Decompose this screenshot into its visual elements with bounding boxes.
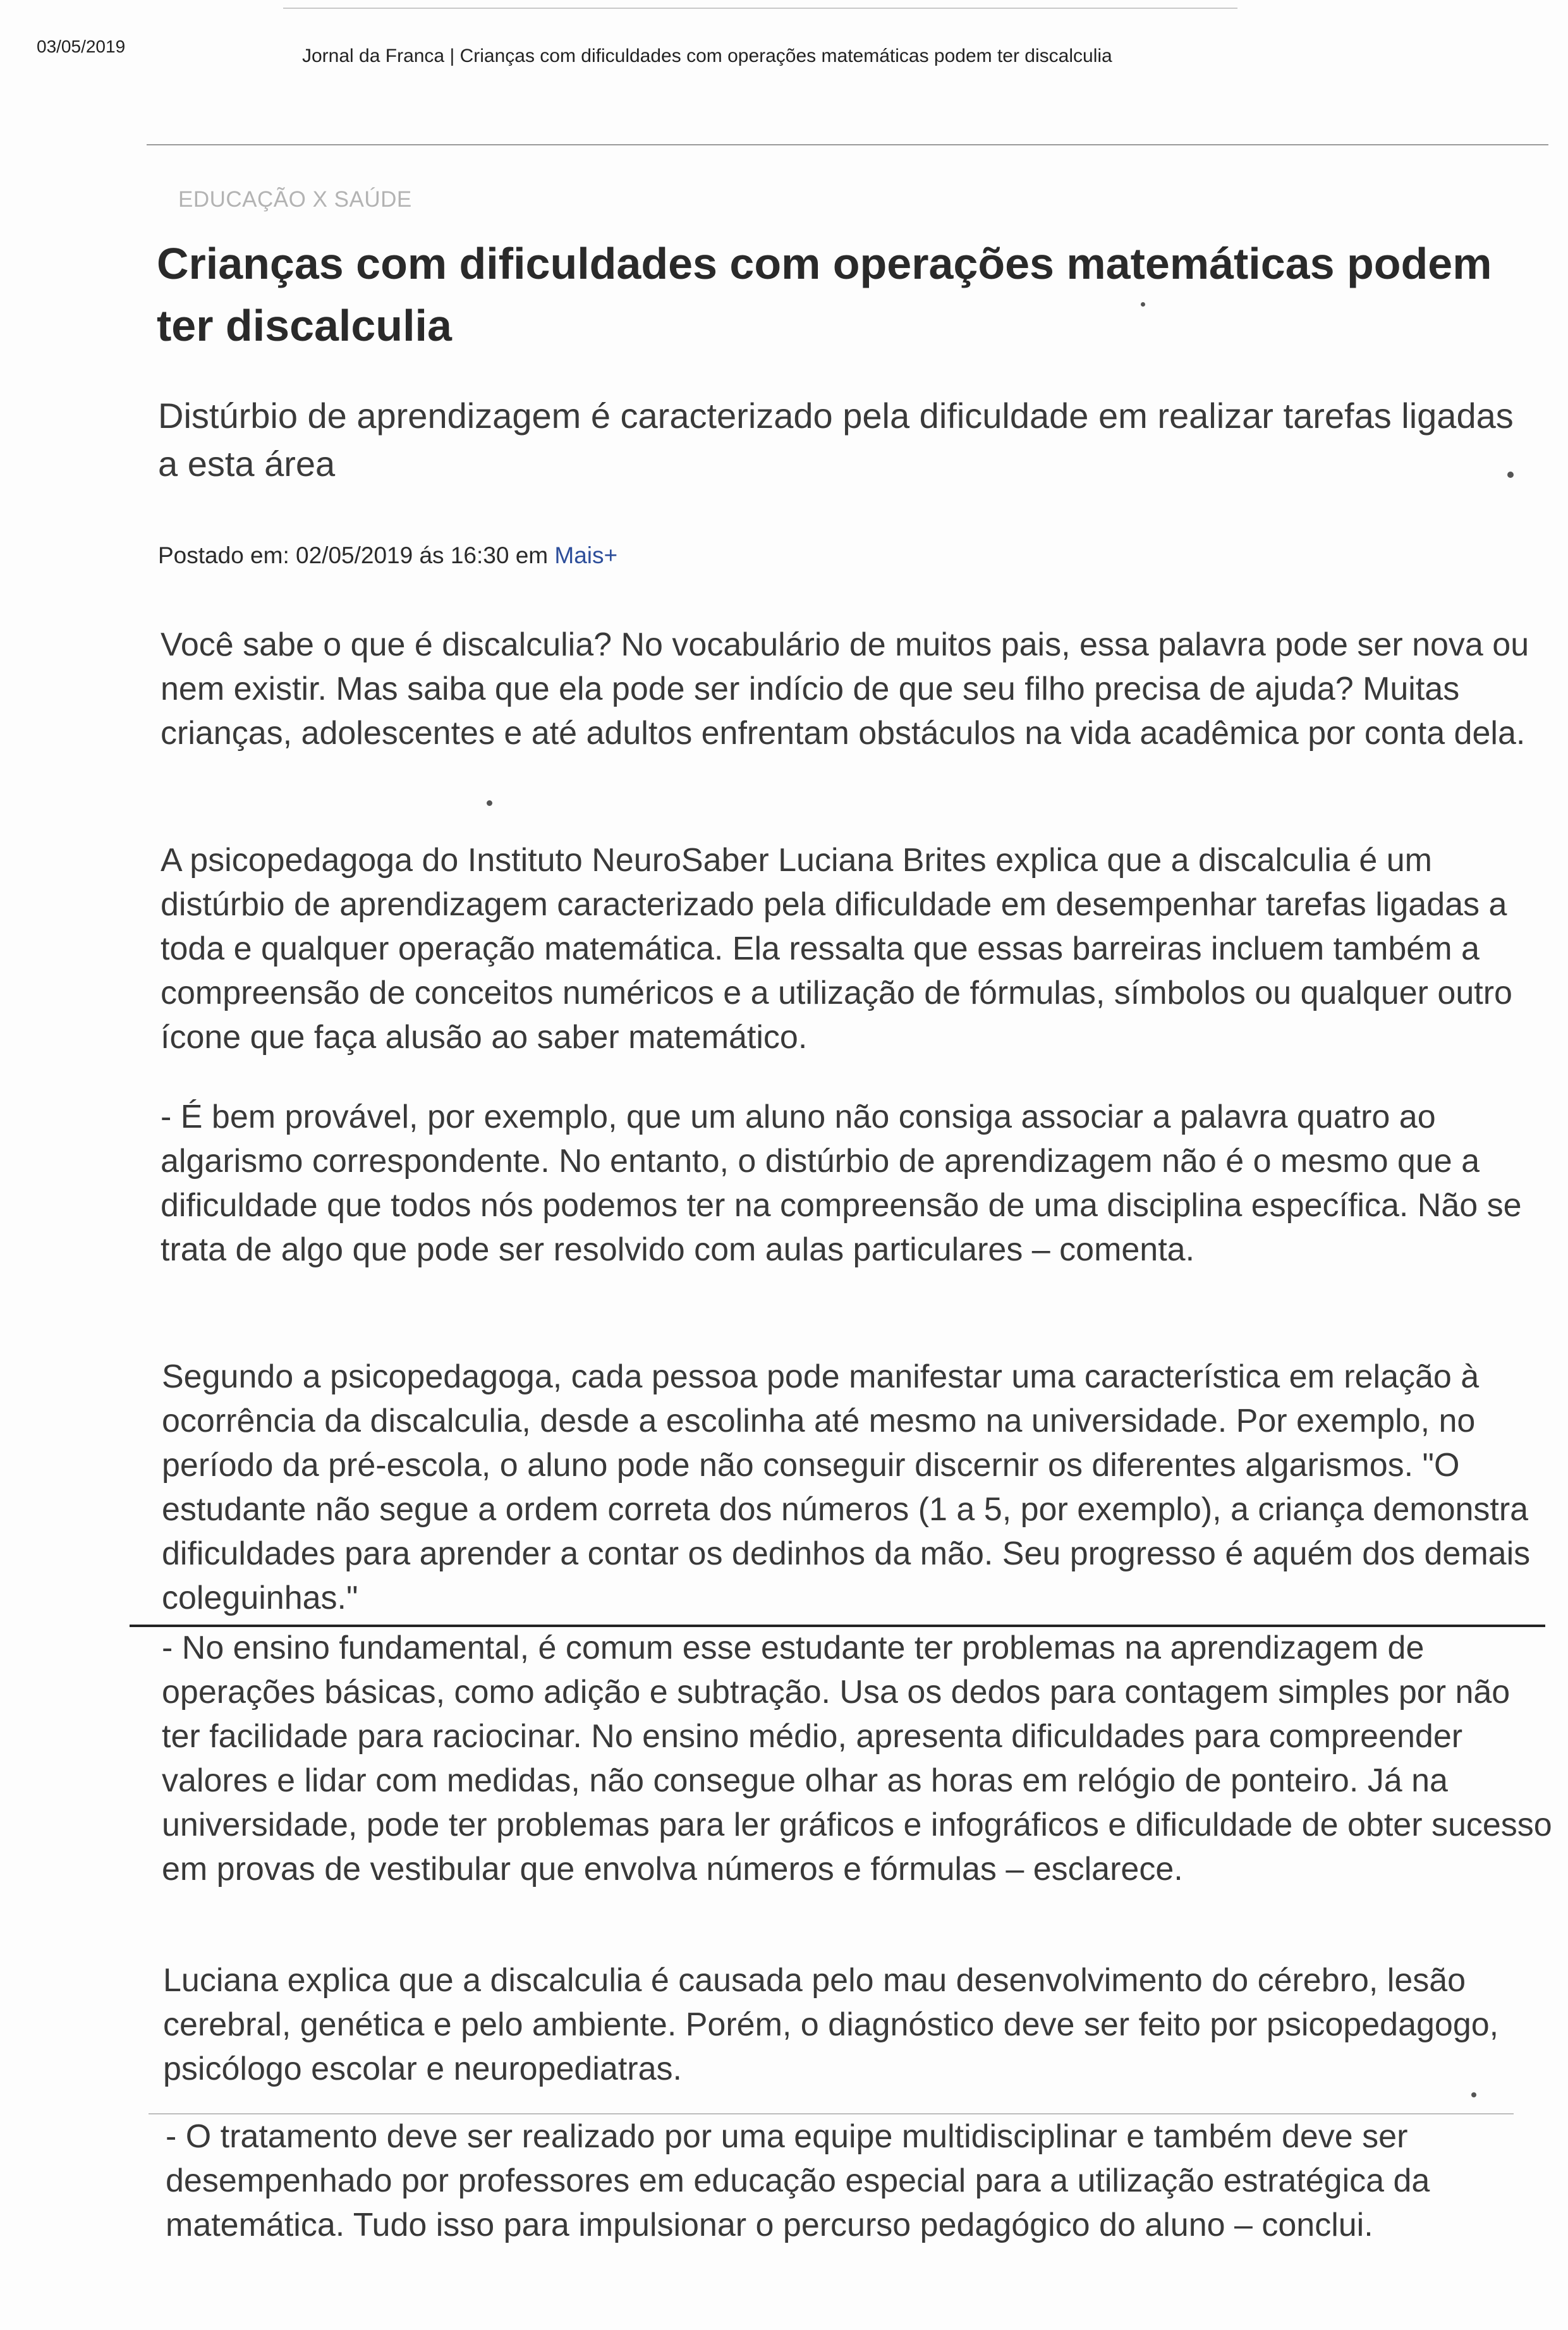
byline-date: Postado em: 02/05/2019 ás 16:30 em: [158, 542, 555, 568]
article-title: Crianças com dificuldades com operações matemáticas podem ter discalculia: [157, 239, 1492, 350]
scan-speck: [1141, 302, 1145, 307]
article-byline: [158, 542, 617, 569]
top-scan-rule: [283, 8, 1237, 9]
article-subtitle: Distúrbio de aprendizagem é caracterizado pela dificuldade em realizar tarefas ligadas a esta área: [158, 396, 1514, 484]
article-paragraph: Você sabe o que é discalculia? No vocabulário de muitos pais, essa palavra pode ser nova ou nem existir. Mas saiba que ela pode ser indício de que seu filho precisa de ajuda? Muitas crianças, adolescentes e até adultos enfrentam obstáculos na vida acadêmica por conta dela.: [161, 626, 1529, 752]
print-header: Jornal da Franca | Crianças com dificuldades com operações matemáticas podem ter discalculia: [302, 46, 1112, 66]
article-category[interactable]: EDUCAÇÃO X SAÚDE: [178, 187, 412, 212]
print-date: 03/05/2019: [37, 37, 126, 56]
article-paragraph: - O tratamento deve ser realizado por uma equipe multidisciplinar e também deve ser desempenhado por professores em educação especial para a utilização estratégica da matemática. Tudo isso para impulsionar o percurso pedagógico do aluno – conclui.: [166, 2118, 1430, 2243]
byline-section-link[interactable]: Mais+: [554, 542, 618, 568]
scan-speck: [487, 800, 492, 806]
article-paragraph: Luciana explica que a discalculia é causada pelo mau desenvolvimento do cérebro, lesão cerebral, genética e pelo ambiente. Porém, o diagnóstico deve ser feito por psicopedagogo, psicólogo escolar e neuropediatras.: [163, 1962, 1499, 2087]
scan-speck: [1507, 472, 1514, 478]
article-paragraph: Segundo a psicopedagoga, cada pessoa pode manifestar uma característica em relação à ocorrência da discalculia, desde a escolinha até mesmo na universidade. Por exemplo, no período da pré-escola, o aluno pode não conseguir discernir os diferentes algarismos. "O estudante não segue a ordem correta dos números (1 a 5, por exemplo), a criança demonstra dificuldades para aprender a contar os dedinhos da mão. Seu progresso é aquém dos demais coleguinhas.": [162, 1358, 1531, 1616]
article-paragraph: A psicopedagoga do Instituto NeuroSaber Luciana Brites explica que a discalculia é um distúrbio de aprendizagem caracterizado pela dificuldade em desempenhar tarefas ligadas a toda e qualquer operação matemática. Ela ressalta que essas barreiras incluem também a compreensão de conceitos numéricos e a utilização de fórmulas, símbolos ou qualquer outro ícone que faça alusão ao saber matemático.: [161, 842, 1512, 1056]
header-divider: [147, 144, 1548, 145]
article-paragraph: - No ensino fundamental, é comum esse estudante ter problemas na aprendizagem de operações básicas, como adição e subtração. Usa os dedos para contagem simples por não ter facilidade para raciocinar. No ensino médio, apresenta dificuldades para compreender valores e lidar com medidas, não consegue olhar as horas em relógio de ponteiro. Já na universidade, pode ter problemas para ler gráficos e infográficos e dificuldade de obter sucesso em provas de vestibular que envolva números e fórmulas – esclarece.: [162, 1630, 1552, 1888]
scan-speck: [1471, 2092, 1476, 2097]
article-paragraph: - É bem provável, por exemplo, que um aluno não consiga associar a palavra quatro ao algarismo correspondente. No entanto, o distúrbio de aprendizagem não é o mesmo que a dificuldade que todos nós podemos ter na compreensão de uma disciplina específica. Não se trata de algo que pode ser resolvido com aulas particulares – comenta.: [161, 1099, 1522, 1268]
